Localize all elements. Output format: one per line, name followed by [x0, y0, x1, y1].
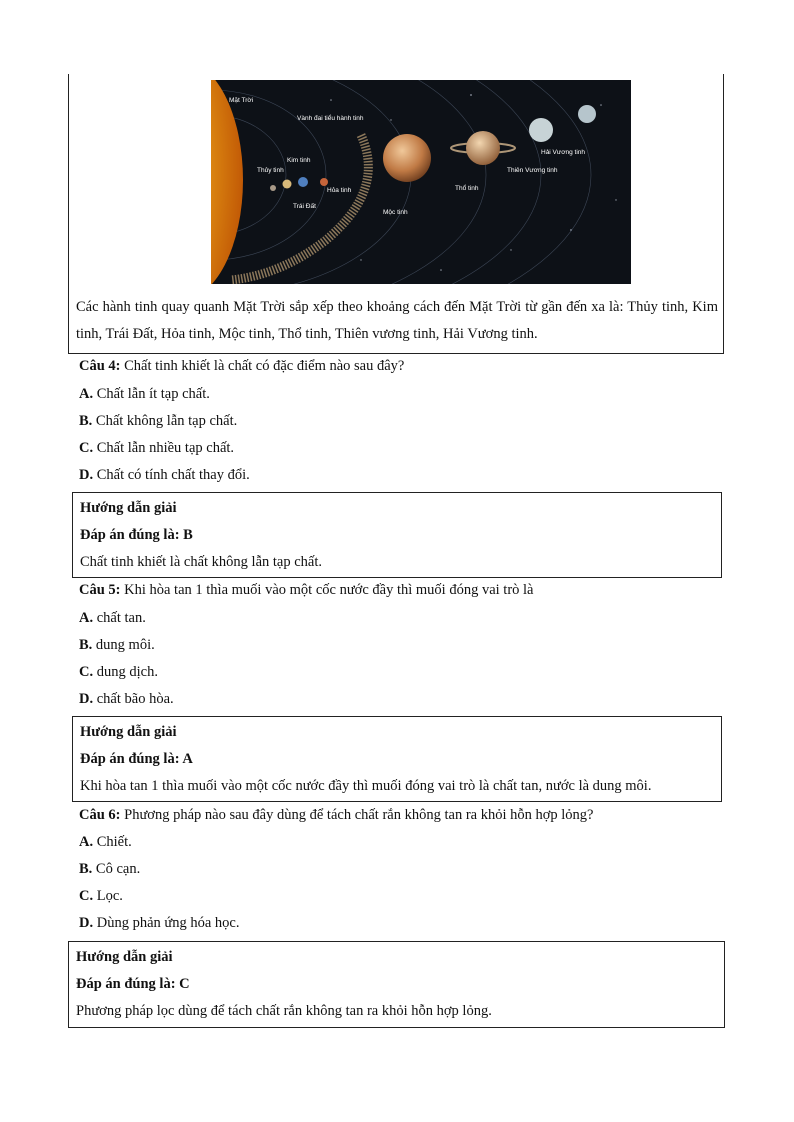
- option-text: dung dịch.: [93, 664, 158, 680]
- question-label: Câu 5:: [79, 582, 121, 598]
- option-c: [79, 662, 158, 682]
- figure-label-mars: Hỏa tinh: [327, 187, 352, 194]
- figure-label-asteroid-belt: Vành đai tiểu hành tinh: [297, 115, 364, 122]
- question-label: Câu 4:: [79, 358, 121, 374]
- guide-title: Hướng dẫn giải: [80, 500, 177, 516]
- solar-system-answer-box: [68, 74, 724, 354]
- option-b: [79, 859, 140, 879]
- option-letter: A.: [79, 834, 94, 850]
- question-6: [79, 805, 594, 825]
- option-text: Chiết.: [93, 834, 132, 850]
- option-d: [79, 689, 174, 709]
- option-letter: D.: [79, 691, 94, 707]
- option-text: chất bão hòa.: [93, 691, 174, 707]
- figure-label-venus: Kim tinh: [287, 157, 311, 164]
- option-letter: B.: [79, 637, 93, 653]
- option-text: Chất có tính chất thay đổi.: [93, 467, 250, 483]
- figure-label-neptune: Hải Vương tinh: [541, 149, 586, 156]
- explanation: Chất tinh khiết là chất không lẫn tạp chất.: [80, 554, 323, 570]
- figure-label-saturn: Thổ tinh: [455, 185, 479, 192]
- option-a: [79, 832, 132, 852]
- question-text: Chất tinh khiết là chất có đặc điểm nào sau đây?: [120, 358, 405, 374]
- solar-system-figure: [211, 80, 631, 284]
- option-text: dung môi.: [92, 637, 155, 653]
- option-letter: C.: [79, 440, 94, 456]
- option-text: Cô cạn.: [92, 861, 141, 877]
- option-letter: B.: [79, 861, 93, 877]
- explanation: Khi hòa tan 1 thìa muối vào một cốc nước đầy thì muối đóng vai trò là chất tan, nước là dung môi.: [80, 778, 652, 794]
- correct-answer: Đáp án đúng là: B: [80, 527, 193, 543]
- option-letter: D.: [79, 915, 94, 931]
- option-text: Lọc.: [93, 888, 123, 904]
- option-text: Chất không lẫn tạp chất.: [92, 413, 238, 429]
- option-b: [79, 635, 155, 655]
- question-text: Khi hòa tan 1 thìa muối vào một cốc nước đầy thì muối đóng vai trò là: [120, 582, 534, 598]
- option-a: [79, 384, 210, 404]
- question-label: Câu 6:: [79, 807, 121, 823]
- guide-title: Hướng dẫn giải: [76, 949, 173, 965]
- figure-label-earth: Trái Đất: [293, 203, 316, 210]
- figure-label-mercury: Thủy tinh: [257, 167, 284, 174]
- option-text: Dùng phản ứng hóa học.: [93, 915, 240, 931]
- option-letter: B.: [79, 413, 93, 429]
- option-text: Chất lẫn nhiều tạp chất.: [93, 440, 235, 456]
- option-c: [79, 438, 234, 458]
- solar-system-illustration: [211, 80, 631, 284]
- answer-box-5: [72, 716, 722, 802]
- option-letter: A.: [79, 386, 94, 402]
- guide-title: Hướng dẫn giải: [80, 724, 177, 740]
- question-text: Phương pháp nào sau đây dùng để tách chất rắn không tan ra khỏi hỗn hợp lỏng?: [120, 807, 594, 823]
- correct-answer: Đáp án đúng là: A: [80, 751, 193, 767]
- option-d: [79, 465, 250, 485]
- option-letter: A.: [79, 610, 94, 626]
- option-text: Chất lẫn ít tạp chất.: [93, 386, 210, 402]
- question-4: [79, 356, 404, 376]
- option-letter: C.: [79, 888, 94, 904]
- option-a: [79, 608, 146, 628]
- answer-box-6: [68, 941, 725, 1028]
- figure-label-sun: Mặt Trời: [229, 97, 254, 104]
- option-text: chất tan.: [93, 610, 146, 626]
- option-letter: C.: [79, 664, 94, 680]
- intro-text: Các hành tinh quay quanh Mặt Trời sắp xếp theo khoảng cách đến Mặt Trời từ gần đến xa là: Thủy tinh, Kim tinh, Trái Đất, Hỏa tinh, Mộc tinh, Thổ tinh, Thiên vương tinh, Hải Vương tinh.: [76, 299, 718, 342]
- explanation: Phương pháp lọc dùng để tách chất rắn không tan ra khỏi hỗn hợp lỏng.: [76, 1003, 492, 1019]
- correct-answer: Đáp án đúng là: C: [76, 976, 190, 992]
- option-b: [79, 411, 237, 431]
- option-letter: D.: [79, 467, 94, 483]
- option-c: [79, 886, 123, 906]
- question-5: [79, 580, 534, 600]
- figure-label-jupiter: Mộc tinh: [383, 209, 408, 216]
- answer-box-4: [72, 492, 722, 578]
- option-d: [79, 913, 240, 933]
- figure-label-uranus: Thiên Vương tinh: [507, 167, 558, 174]
